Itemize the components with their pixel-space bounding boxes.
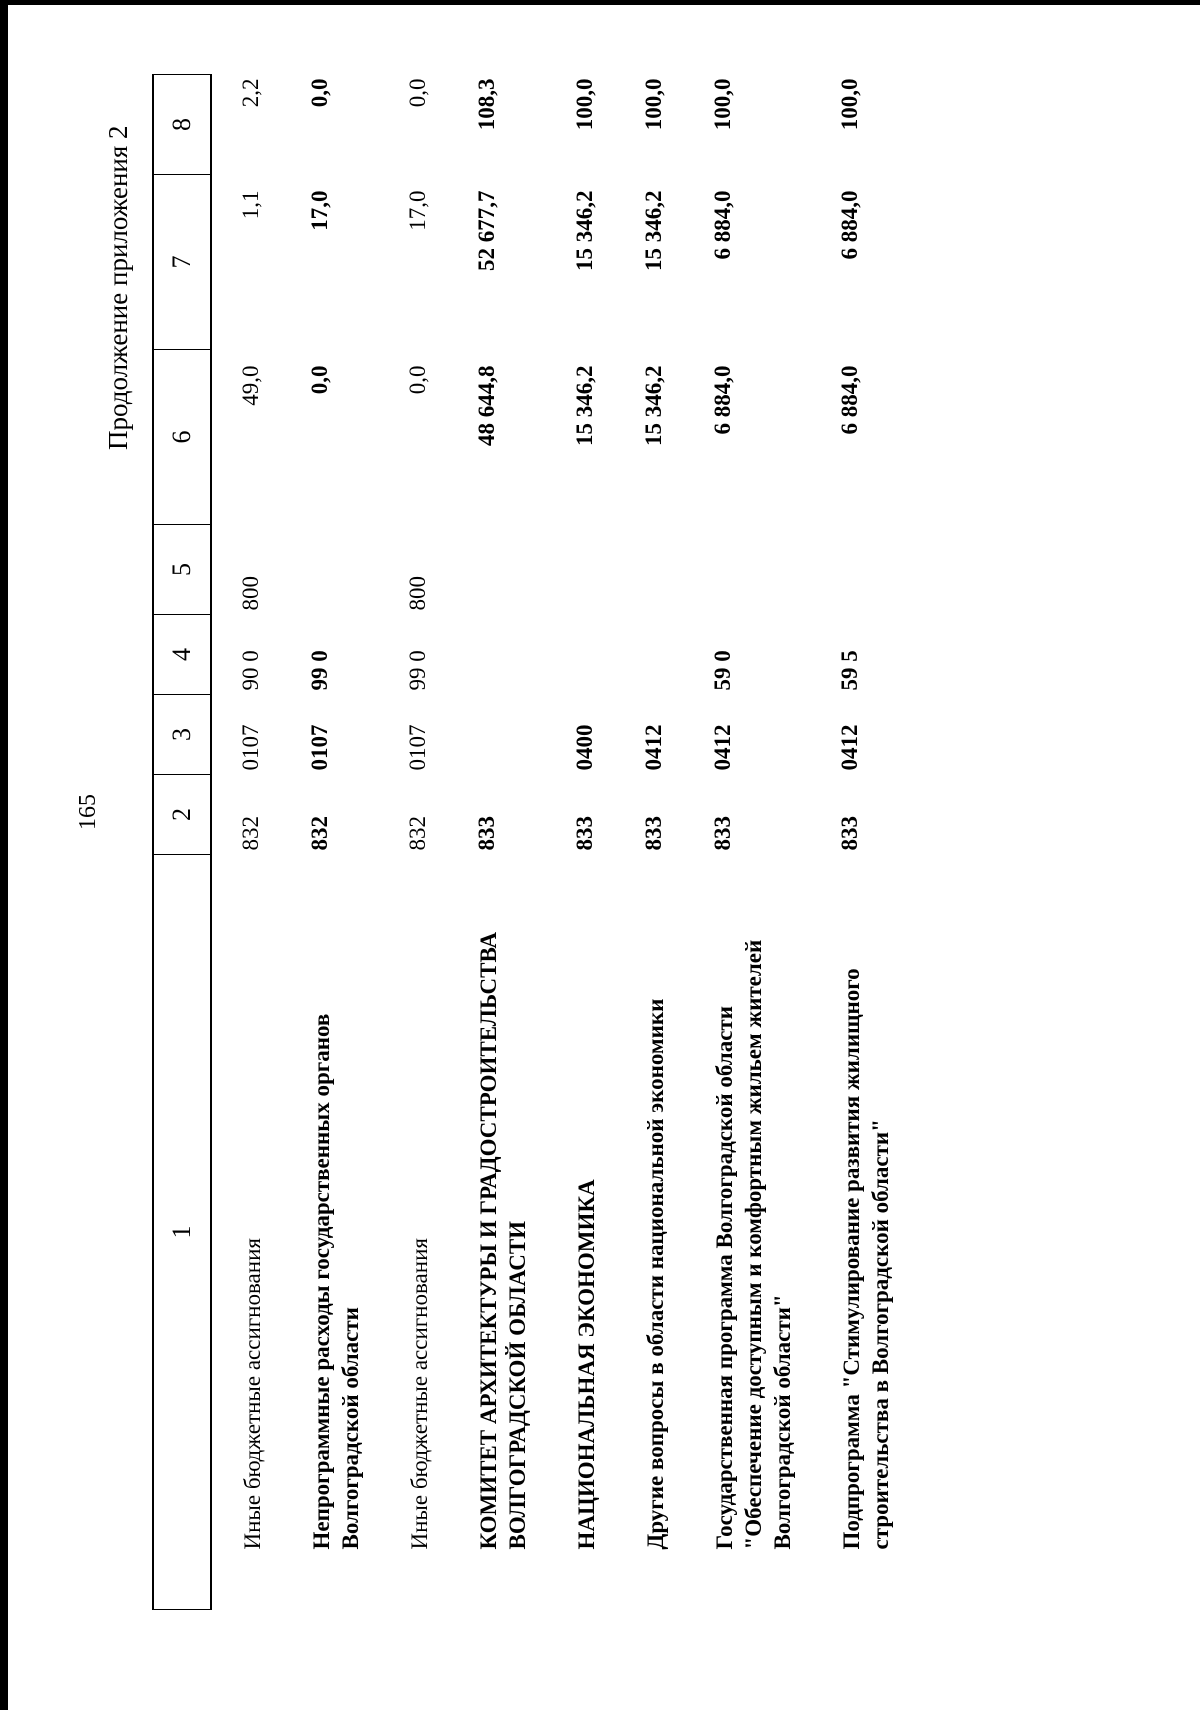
expense-type-cell <box>474 525 572 615</box>
ministry-code-cell: 833 <box>641 816 666 851</box>
actual-amount-cell: 15 346,2 <box>641 190 666 271</box>
table-row <box>474 75 572 1610</box>
section-code-cell: 0107 <box>307 724 332 771</box>
ministry-code-cell: 832 <box>307 816 332 851</box>
percent-cell: 108,3 <box>474 78 499 131</box>
page-number: 165 <box>75 794 101 830</box>
program-code-cell: 99 0 <box>405 650 430 691</box>
section-code-cell: 0107 <box>238 724 263 771</box>
table-row <box>307 75 405 1610</box>
row-name-cell: Другие вопросы в области национальной экономики <box>643 998 668 1550</box>
percent-cell: 100,0 <box>641 78 666 131</box>
actual-amount-cell: 52 677,7 <box>474 190 499 271</box>
header-cell: 5 <box>153 525 211 615</box>
planned-amount-cell: 15 346,2 <box>641 365 666 446</box>
section-code-cell <box>474 695 572 775</box>
expense-type-cell <box>572 525 641 615</box>
percent-cell: 100,0 <box>572 78 597 131</box>
actual-amount-cell: 17,0 <box>307 190 332 231</box>
program-code-cell <box>641 615 710 695</box>
percent-cell: 0,0 <box>405 78 430 108</box>
planned-amount-cell: 15 346,2 <box>572 365 597 446</box>
actual-amount-cell: 6 884,0 <box>837 190 862 260</box>
row-name-cell: Подпрограмма "Стимулирование развития жилищного строительства в Волгоградской области" <box>839 968 893 1550</box>
ministry-code-cell: 832 <box>405 816 430 851</box>
table-row <box>641 75 710 1610</box>
program-code-cell <box>572 615 641 695</box>
expense-type-cell <box>641 525 710 615</box>
program-code-cell: 99 0 <box>307 650 332 691</box>
table-body <box>211 75 935 1610</box>
table-row <box>572 75 641 1610</box>
header-cell: 7 <box>153 175 211 350</box>
ministry-code-cell: 833 <box>710 816 735 851</box>
header-row <box>153 75 211 1610</box>
row-name-cell: НАЦИОНАЛЬНАЯ ЭКОНОМИКА <box>574 1179 599 1550</box>
table-row <box>405 75 474 1610</box>
planned-amount-cell: 6 884,0 <box>837 365 862 435</box>
section-code-cell: 0412 <box>641 724 666 771</box>
planned-amount-cell: 6 884,0 <box>710 365 735 435</box>
program-code-cell: 59 5 <box>837 650 862 691</box>
row-name-cell: Непрограммные расходы государственных органов Волгоградской области <box>309 1013 363 1550</box>
budget-table <box>152 74 935 1610</box>
percent-cell: 2,2 <box>238 78 263 108</box>
planned-amount-cell: 0,0 <box>405 365 430 395</box>
header-cell: 3 <box>153 695 211 775</box>
header-cell: 8 <box>153 75 211 175</box>
ministry-code-cell: 832 <box>238 816 263 851</box>
section-code-cell: 0107 <box>405 724 430 771</box>
percent-cell: 100,0 <box>710 78 735 131</box>
row-name-cell: Государственная программа Волгоградской области "Обеспечение доступным и комфортным жильем жителей Волгоградской области" <box>712 939 795 1550</box>
header-cell: 2 <box>153 775 211 855</box>
planned-amount-cell: 49,0 <box>238 365 263 406</box>
expense-type-cell <box>710 525 837 615</box>
percent-cell: 0,0 <box>307 78 332 108</box>
program-code-cell: 59 0 <box>710 650 735 691</box>
ministry-code-cell: 833 <box>474 816 499 851</box>
program-code-cell <box>474 615 572 695</box>
planned-amount-cell: 48 644,8 <box>474 365 499 446</box>
actual-amount-cell: 1,1 <box>238 190 263 220</box>
table-row <box>710 75 837 1610</box>
continuation-caption: Продолжение приложения 2 <box>103 125 133 450</box>
expense-type-cell <box>307 525 405 615</box>
expense-type-cell: 800 <box>405 576 430 611</box>
ministry-code-cell: 833 <box>837 816 862 851</box>
planned-amount-cell: 0,0 <box>307 365 332 395</box>
header-cell: 4 <box>153 615 211 695</box>
section-code-cell: 0412 <box>837 724 862 771</box>
row-name-cell: Иные бюджетные ассигнования <box>240 1238 265 1550</box>
section-code-cell: 0412 <box>710 724 735 771</box>
ministry-code-cell: 833 <box>572 816 597 851</box>
header-cell: 1 <box>153 855 211 1610</box>
table-row <box>837 75 935 1610</box>
actual-amount-cell: 17,0 <box>405 190 430 231</box>
header-cell: 6 <box>153 350 211 525</box>
actual-amount-cell: 6 884,0 <box>710 190 735 260</box>
program-code-cell: 90 0 <box>238 650 263 691</box>
row-name-cell: КОМИТЕТ АРХИТЕКТУРЫ И ГРАДОСТРОИТЕЛЬСТВА ВОЛГОГРАДСКОЙ ОБЛАСТИ <box>476 932 530 1550</box>
percent-cell: 100,0 <box>837 78 862 131</box>
expense-type-cell: 800 <box>238 576 263 611</box>
actual-amount-cell: 15 346,2 <box>572 190 597 271</box>
expense-type-cell <box>837 525 935 615</box>
table-row <box>211 75 307 1610</box>
section-code-cell: 0400 <box>572 724 597 771</box>
row-name-cell: Иные бюджетные ассигнования <box>407 1238 432 1550</box>
